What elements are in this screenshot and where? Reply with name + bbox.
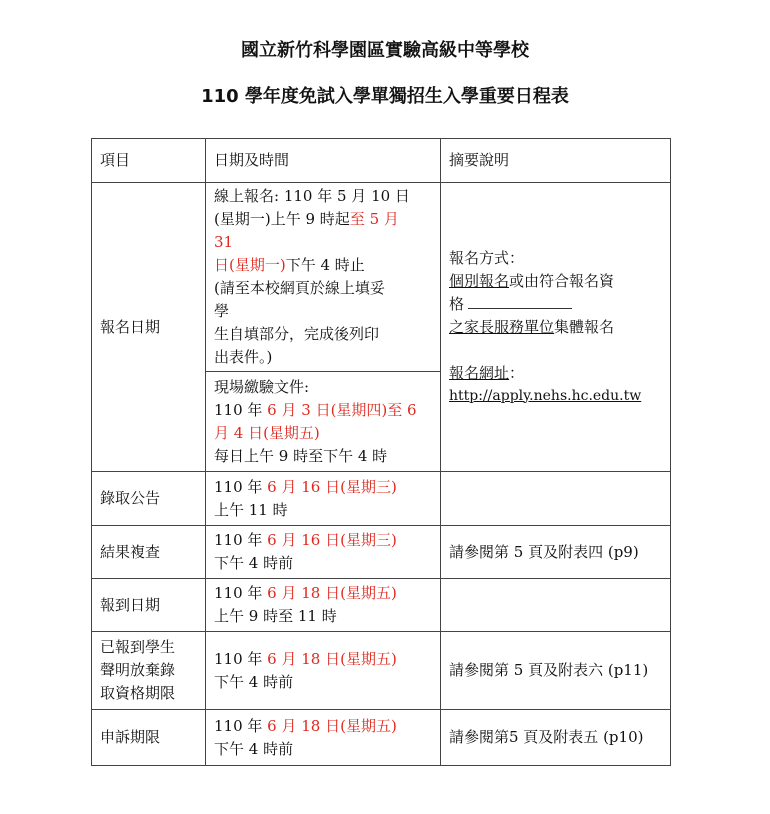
note-cell bbox=[441, 579, 671, 632]
item-registration: 報名日期 bbox=[92, 183, 206, 472]
date-cell: 110 年 6 月 18 日(星期五) 上午 9 時至 11 時 bbox=[206, 579, 441, 632]
date-cell: 110 年 6 月 18 日(星期五) 下午 4 時前 bbox=[206, 632, 441, 710]
registration-url-label: 報名網址 bbox=[449, 363, 510, 382]
date-cell: 110 年 6 月 16 日(星期三) 上午 11 時 bbox=[206, 472, 441, 526]
table-row bbox=[92, 579, 671, 632]
blank-line bbox=[468, 299, 572, 309]
school-name: 國立新竹科學園區實驗高級中等學校 bbox=[241, 40, 529, 61]
header-note: 摘要說明 bbox=[441, 139, 671, 183]
registration-note-cell: 報名方式： 個別報名或由符合報名資 格 之家長服務單位集體報名 報名網址： http://apply.nehs.hc.edu.tw bbox=[441, 183, 671, 472]
item-waiver-deadline: 已報到學生 聲明放棄錄 取資格期限 bbox=[92, 632, 206, 710]
table-row bbox=[92, 472, 671, 526]
table-row bbox=[92, 710, 671, 766]
item-appeal-deadline: 申訴期限 bbox=[92, 710, 206, 766]
note-cell: 請參閱第 5 頁及附表六 (p11) bbox=[441, 632, 671, 710]
individual-registration: 個別報名 bbox=[449, 271, 510, 290]
note-cell bbox=[441, 472, 671, 526]
table-row bbox=[92, 526, 671, 579]
date-cell: 110 年 6 月 16 日(星期三) 下午 4 時前 bbox=[206, 526, 441, 579]
note-cell: 請參閱第5 頁及附表五 (p10) bbox=[441, 710, 671, 766]
item-enrollment-date: 報到日期 bbox=[92, 579, 206, 632]
date-cell: 110 年 6 月 18 日(星期五) 下午 4 時前 bbox=[206, 710, 441, 766]
table-header-row bbox=[92, 139, 671, 183]
item-result-review: 結果複查 bbox=[92, 526, 206, 579]
header-item: 項目 bbox=[92, 139, 206, 183]
item-admission-announcement: 錄取公告 bbox=[92, 472, 206, 526]
parent-service-unit: 之家長服務單位 bbox=[449, 317, 555, 336]
onsite-documents-cell: 現場繳驗文件: 110 年 6 月 3 日(星期四)至 6 月 4 日(星期五) 每日上午 9 時至下午 4 時 bbox=[206, 372, 441, 472]
note-cell: 請參閱第 5 頁及附表四 (p9) bbox=[441, 526, 671, 579]
online-registration-cell: 線上報名: 110 年 5 月 10 日 (星期一)上午 9 時起至 5 月 31 日(星期一)下午 4 時止 (請至本校網頁於線上填妥 學 生自填部分，完成後列印 出表件。) bbox=[206, 183, 441, 372]
table-row bbox=[92, 183, 671, 372]
header-date: 日期及時間 bbox=[206, 139, 441, 183]
table-row bbox=[92, 632, 671, 710]
registration-url-link[interactable]: http://apply.nehs.hc.edu.tw bbox=[449, 387, 642, 404]
schedule-table bbox=[91, 138, 671, 766]
document-title: 110 學年度免試入學單獨招生入學重要日程表 bbox=[201, 86, 569, 107]
